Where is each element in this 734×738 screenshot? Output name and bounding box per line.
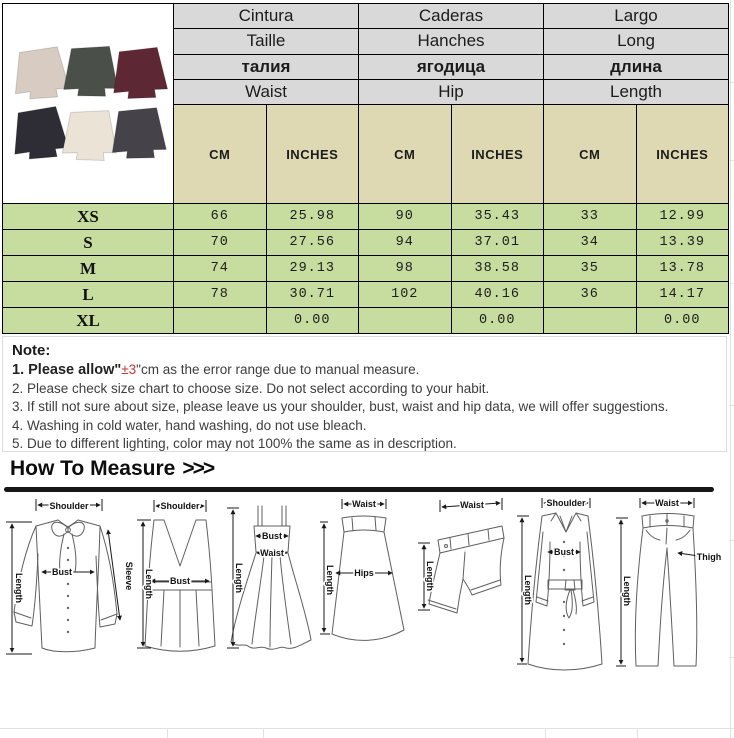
shorts-length-label: Length [425, 561, 435, 591]
pants-thigh-label: Thigh [696, 552, 722, 562]
table-row-xl [3, 308, 729, 334]
skirt-diagram [318, 496, 410, 678]
vest-bust-label: Bust [170, 576, 190, 586]
gridline-right [730, 0, 731, 738]
pants-outline [635, 514, 696, 667]
size-s: S [3, 230, 174, 256]
skort-cream [62, 109, 118, 161]
gridline-tick [729, 283, 734, 284]
notes-section [2, 336, 727, 452]
cell: 35 [544, 256, 637, 282]
cell: 25.98 [266, 204, 359, 230]
blouse-length-label: Length [14, 573, 24, 603]
cell: 13.78 [636, 256, 729, 282]
blouse-bust-label: Bust [52, 567, 72, 577]
cell: 34 [544, 230, 637, 256]
gridline-tick [263, 728, 264, 738]
shorts-waist-label: Waist [460, 500, 484, 510]
unit-length-cm: CM [544, 105, 637, 204]
coat-length-label: Length [523, 575, 533, 605]
tolerance-value: ±3 [121, 362, 137, 377]
cell: 98 [359, 256, 452, 282]
header-length-fr: Long [544, 29, 729, 54]
pants-waist-label: Waist [655, 498, 679, 508]
size-xs: XS [3, 204, 174, 230]
skirt-length-label: Length [325, 565, 335, 595]
gridline-tick [637, 728, 638, 738]
coat-shoulder-label: Shoulder [546, 498, 586, 508]
header-length-en: Length [544, 79, 729, 104]
gridline-tick [545, 728, 546, 738]
pants-length-label: Length [622, 576, 632, 606]
blouse-diagram [2, 496, 134, 678]
skort-charcoal [111, 108, 166, 159]
skort-beige [12, 46, 69, 100]
pants-diagram [614, 496, 722, 678]
shorts-outline [428, 526, 504, 613]
cell: 90 [359, 204, 452, 230]
skort-black [10, 106, 68, 161]
dress-bust-label: Bust [262, 531, 282, 541]
cell: 12.99 [636, 204, 729, 230]
cell: 14.17 [636, 282, 729, 308]
size-table [2, 3, 729, 334]
gridline-tick [729, 540, 734, 541]
blouse-outline [14, 520, 117, 652]
unit-hip-inches: INCHES [451, 105, 544, 204]
skirt-hips-label: Hips [354, 568, 374, 578]
gridline-tick [729, 657, 734, 658]
product-photo-cell [3, 4, 174, 204]
header-length-ru: длина [544, 54, 729, 79]
header-hip-en: Hip [359, 79, 544, 104]
skort-burgundy [112, 47, 168, 99]
cell: 0.00 [266, 308, 359, 334]
dress-diagram [224, 496, 318, 678]
coat-diagram [516, 496, 614, 678]
table-row-m [3, 256, 729, 282]
coat-outline [528, 513, 602, 670]
cell: 13.39 [636, 230, 729, 256]
how-to-measure-heading: How To Measure >>> [10, 457, 214, 480]
cell: 38.58 [451, 256, 544, 282]
dress-waist-label: Waist [260, 548, 284, 558]
cell: 35.43 [451, 204, 544, 230]
cell [174, 308, 267, 334]
header-hip-es: Caderas [359, 4, 544, 29]
unit-waist-cm: CM [174, 105, 267, 204]
chevrons-icon: >>> [182, 457, 214, 480]
size-xl: XL [3, 308, 174, 334]
header-hip-fr: Hanches [359, 29, 544, 54]
header-waist-en: Waist [174, 79, 359, 104]
skirt-outline [332, 516, 404, 640]
gridline-tick [729, 160, 734, 161]
table-row-s [3, 230, 729, 256]
cell: 0.00 [636, 308, 729, 334]
size-l: L [3, 282, 174, 308]
vest-diagram [134, 496, 224, 678]
cell: 36 [544, 282, 637, 308]
note-item-4: 4. Washing in cold water, hand washing, do not use bleach. [12, 417, 367, 433]
cell: 37.01 [451, 230, 544, 256]
cell: 78 [174, 282, 267, 308]
cell: 94 [359, 230, 452, 256]
gridline-bottom [0, 728, 734, 729]
blouse-buttons [67, 547, 69, 633]
note-item-1: 1. Please allow"±3"cm as the error range due to manual measure. [12, 362, 420, 378]
header-waist-es: Cintura [174, 4, 359, 29]
gridline-tick [729, 405, 734, 406]
skort-darkgreen [63, 46, 118, 97]
header-hip-ru: ягодица [359, 54, 544, 79]
cell [544, 308, 637, 334]
cell: 40.16 [451, 282, 544, 308]
cell [359, 308, 452, 334]
gridline-tick [167, 728, 168, 738]
product-photo [4, 4, 173, 198]
cell: 33 [544, 204, 637, 230]
unit-waist-inches: INCHES [266, 105, 359, 204]
unit-length-inches: INCHES [636, 105, 729, 204]
dress-length-label: Length [234, 563, 244, 593]
size-m: M [3, 256, 174, 282]
heading-underline [4, 487, 714, 492]
cell: 29.13 [266, 256, 359, 282]
cell: 66 [174, 204, 267, 230]
skirt-waist-label: Waist [352, 499, 376, 509]
vest-shoulder-label: Shoulder [160, 501, 200, 511]
coat-bust-label: Bust [554, 547, 574, 557]
note-item-2: 2. Please check size chart to choose size. Do not select according to your habit. [12, 380, 490, 396]
table-row-xs [3, 204, 729, 230]
header-length-es: Largo [544, 4, 729, 29]
unit-hip-cm: CM [359, 105, 452, 204]
blouse-sleeve-label: Sleeve [124, 561, 134, 591]
header-waist-fr: Taille [174, 29, 359, 54]
note-item-5: 5. Due to different lighting, color may not 100% the same as in description. [12, 436, 457, 452]
cell: 70 [174, 230, 267, 256]
cell: 102 [359, 282, 452, 308]
cell: 74 [174, 256, 267, 282]
measure-diagrams [2, 496, 732, 678]
cell: 27.56 [266, 230, 359, 256]
shorts-diagram [410, 496, 516, 678]
note-item-3: 3. If still not sure about size, please leave us your shoulder, bust, waist and hip data, we will offer suggestions. [12, 399, 669, 415]
cell: 0.00 [451, 308, 544, 334]
vest-length-label: Length [144, 569, 154, 599]
cell: 30.71 [266, 282, 359, 308]
gridline-tick [729, 82, 734, 83]
notes-title: Note: [12, 342, 51, 359]
blouse-shoulder-label: Shoulder [49, 501, 89, 511]
table-row-l [3, 282, 729, 308]
header-waist-ru: талия [174, 54, 359, 79]
